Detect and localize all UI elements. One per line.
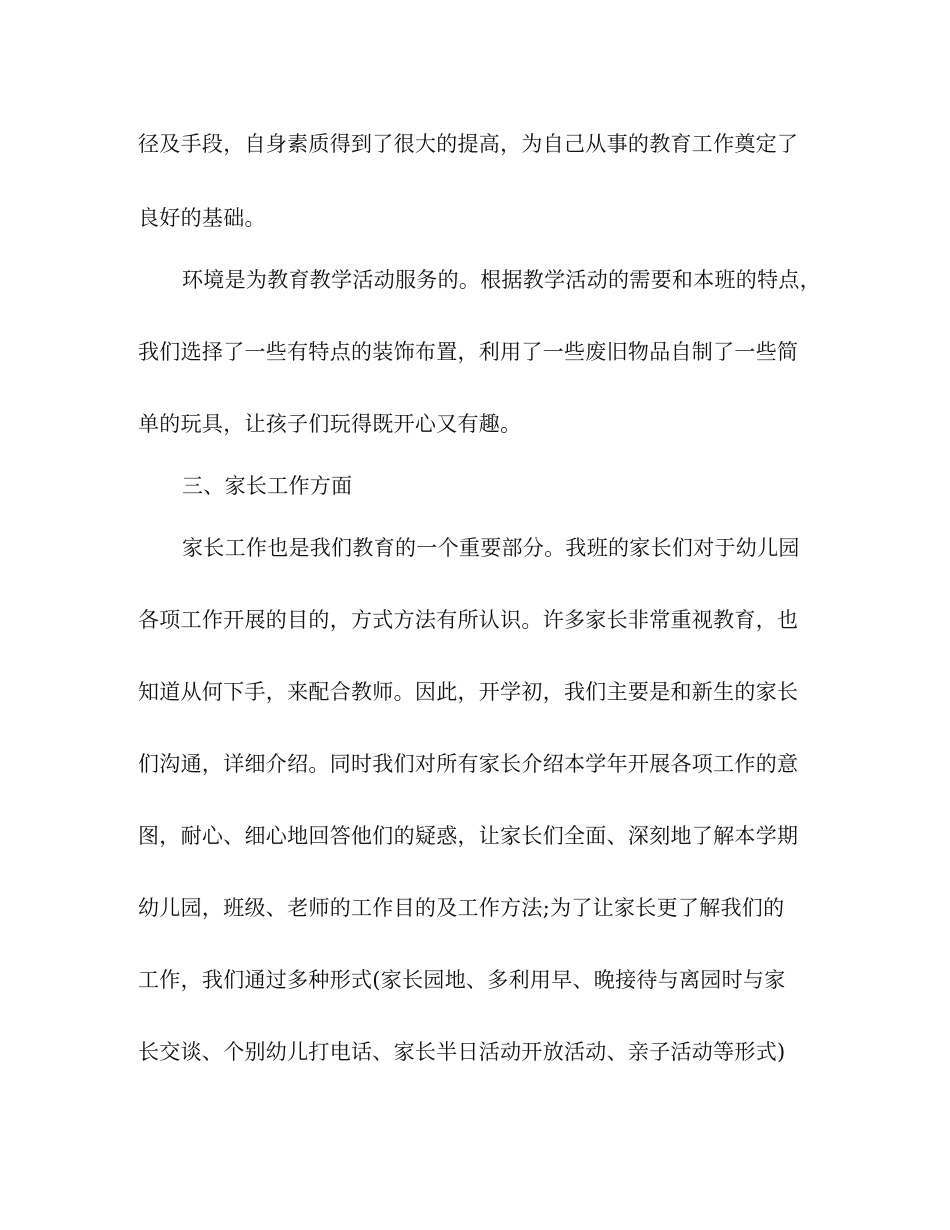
section-heading: 三、家长工作方面 — [182, 474, 353, 498]
text-line-10: 们沟通，详细介绍。同时我们对所有家长介绍本学年开展各项工作的意 — [138, 752, 799, 776]
text-line-7: 家长工作也是我们教育的一个重要部分。我班的家长们对于幼儿园 — [182, 536, 800, 560]
text-line-3: 环境是为教育教学活动服务的。根据教学活动的需要和本班的特点， — [182, 268, 821, 292]
text-line-11: 图，耐心、细心地回答他们的疑惑，让家长们全面、深刻地了解本学期 — [138, 824, 799, 848]
text-line-4: 我们选择了一些有特点的装饰布置，利用了一些废旧物品自制了一些简 — [138, 340, 799, 364]
text-line-14: 长交谈、个别幼儿打电话、家长半日活动开放活动、亲子活动等形式) — [138, 1040, 786, 1064]
text-line-2: 良好的基础。 — [138, 206, 266, 230]
text-line-12: 幼儿园，班级、老师的工作目的及工作方法;为了让家长更了解我们的 — [138, 896, 785, 920]
text-line-1: 径及手段，自身素质得到了很大的提高，为自己从事的教育工作奠定了 — [138, 132, 799, 156]
text-line-8: 各项工作开展的目的，方式方法有所认识。许多家长非常重视教育，也 — [138, 608, 799, 632]
text-line-13: 工作，我们通过多种形式(家长园地、多利用早、晚接待与离园时与家 — [138, 968, 786, 992]
text-line-9: 知道从何下手，来配合教师。因此，开学初，我们主要是和新生的家长 — [138, 680, 799, 704]
text-line-5: 单的玩具，让孩子们玩得既开心又有趣。 — [138, 412, 522, 436]
